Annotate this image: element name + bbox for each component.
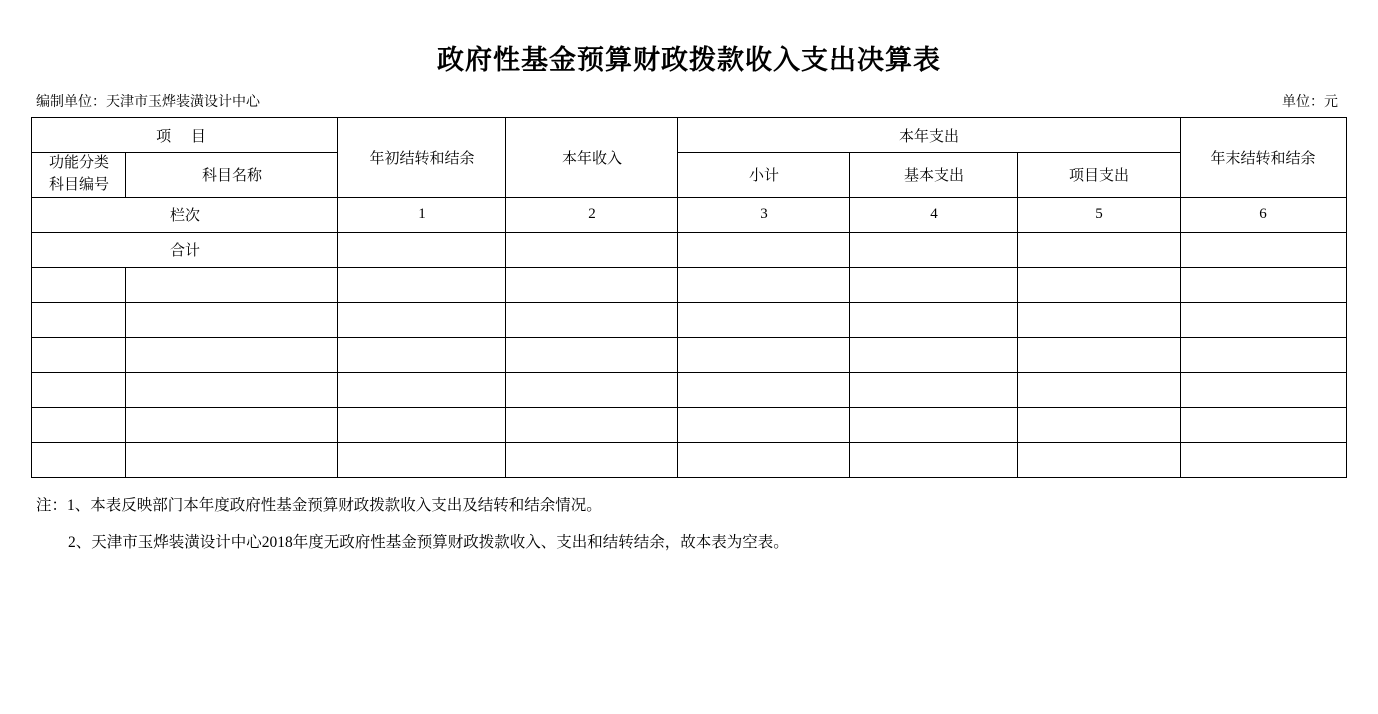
header-begin-balance: 年初结转和结余 [338,118,506,198]
note-item-1: 1、本表反映部门本年度政府性基金预算财政拨款收入支出及结转和结余情况。 [67,496,602,514]
rank-number-6: 6 [1180,197,1346,232]
budget-table [31,117,1346,478]
header-functional-code-line2: 科目编号 [48,176,109,193]
cell-value-4 [850,372,1018,407]
header-project-expenditure: 项目支出 [1018,153,1180,198]
cell-value-5 [1018,302,1180,337]
notes-label: 注： [36,496,68,514]
rank-number-3: 3 [678,197,850,232]
total-value-3 [678,232,850,267]
unit-label: 单位：元 [1282,95,1338,110]
cell-code [32,442,126,477]
cell-code [32,267,126,302]
total-value-4 [850,232,1018,267]
prepared-by-value: 天津市玉烨装潢设计中心 [106,95,260,110]
cell-code [32,372,126,407]
table-header-row-2 [32,153,1346,198]
cell-value-1 [338,302,506,337]
header-year-income: 本年收入 [506,118,678,198]
note-item-2: 2、天津市玉烨装潢设计中心2018年度无政府性基金预算财政拨款收入、支出和结转结余，故本表为空表。 [68,533,789,551]
cell-name [126,337,338,372]
table-row-total [32,232,1346,267]
cell-value-2 [506,442,678,477]
cell-value-2 [506,407,678,442]
cell-name [126,267,338,302]
cell-value-3 [678,407,850,442]
table-row [32,267,1346,302]
table-row [32,337,1346,372]
total-label: 合计 [32,232,338,267]
cell-value-4 [850,442,1018,477]
cell-value-6 [1180,302,1346,337]
note-line-1 [36,494,1338,517]
rank-number-1: 1 [338,197,506,232]
cell-value-1 [338,442,506,477]
cell-name [126,407,338,442]
cell-value-6 [1180,442,1346,477]
cell-value-4 [850,407,1018,442]
document-page [0,38,1378,714]
cell-value-1 [338,267,506,302]
cell-value-6 [1180,407,1346,442]
cell-value-3 [678,302,850,337]
cell-value-3 [678,442,850,477]
cell-value-1 [338,337,506,372]
header-item-group: 项 目 [32,118,338,153]
header-subject-name: 科目名称 [126,153,338,198]
cell-value-6 [1180,372,1346,407]
cell-value-4 [850,267,1018,302]
cell-value-5 [1018,337,1180,372]
header-functional-code-line1: 功能分类 [48,155,109,171]
cell-value-2 [506,337,678,372]
cell-value-3 [678,337,850,372]
rank-label: 栏次 [32,197,338,232]
header-end-balance: 年末结转和结余 [1180,118,1346,198]
rank-number-4: 4 [850,197,1018,232]
total-value-5 [1018,232,1180,267]
cell-value-4 [850,302,1018,337]
cell-value-2 [506,302,678,337]
cell-value-1 [338,407,506,442]
rank-number-2: 2 [506,197,678,232]
cell-value-1 [338,372,506,407]
meta-row [0,91,1378,111]
cell-value-5 [1018,372,1180,407]
prepared-by [36,91,260,111]
cell-name [126,372,338,407]
cell-value-5 [1018,442,1180,477]
header-subtotal: 小计 [678,153,850,198]
total-value-1 [338,232,506,267]
cell-value-3 [678,372,850,407]
cell-value-5 [1018,407,1180,442]
prepared-by-label: 编制单位： [36,95,106,110]
cell-code [32,302,126,337]
header-functional-code [32,153,126,198]
cell-value-4 [850,337,1018,372]
table-row [32,442,1346,477]
table-row [32,372,1346,407]
cell-value-6 [1180,337,1346,372]
notes-section [0,494,1378,555]
table-row [32,407,1346,442]
table-row [32,302,1346,337]
header-basic-expenditure: 基本支出 [850,153,1018,198]
cell-value-6 [1180,267,1346,302]
header-year-expenditure: 本年支出 [678,118,1180,153]
cell-code [32,337,126,372]
rank-number-5: 5 [1018,197,1180,232]
table-header-row-1 [32,118,1346,153]
cell-code [32,407,126,442]
cell-value-2 [506,267,678,302]
cell-value-2 [506,372,678,407]
note-line-2 [36,531,1338,554]
cell-value-5 [1018,267,1180,302]
total-value-2 [506,232,678,267]
table-row-rank [32,197,1346,232]
page-title: 政府性基金预算财政拨款收入支出决算表 [437,45,941,75]
total-value-6 [1180,232,1346,267]
cell-name [126,302,338,337]
cell-name [126,442,338,477]
cell-value-3 [678,267,850,302]
